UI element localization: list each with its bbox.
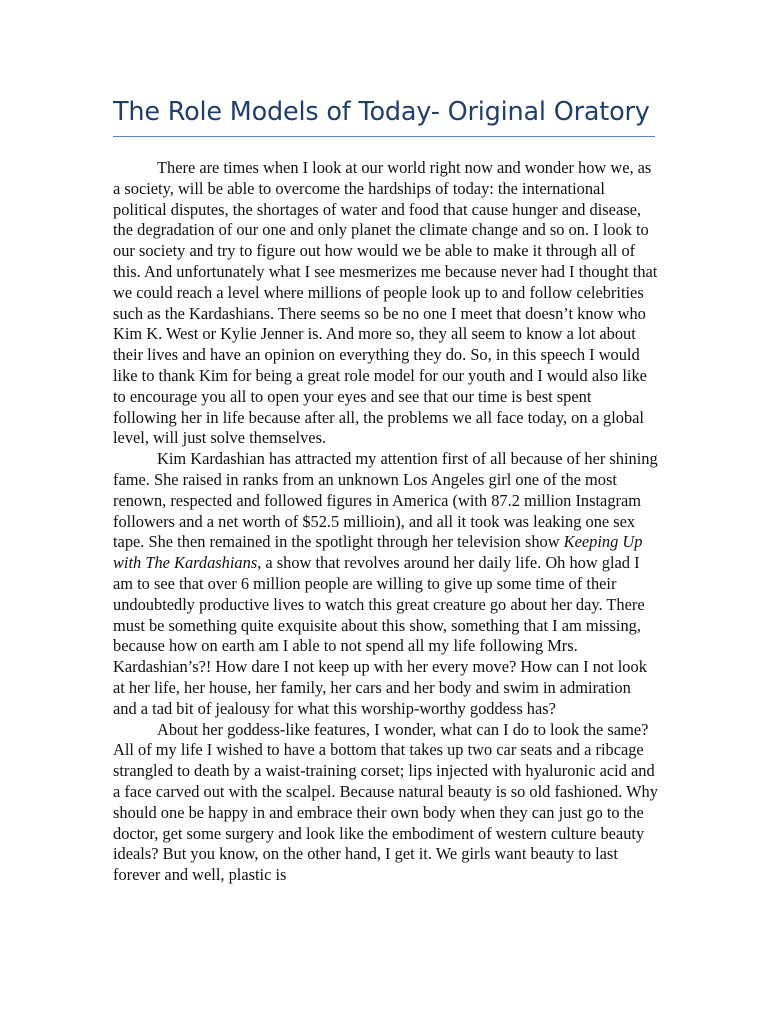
paragraph-2-text-after-title: , a show that revolves around her daily life. Oh how glad I am to see that over 6 million people are willing to give up some time of their undoubtedly productive lives to watch this great creature go about her day. There must be something quite exquisite about this show, something that I am missing, because how on earth am I able to not spend all my life following Mrs. Kardashian’s?! How dare I not keep up with her every move? How can I not look at her life, her house, her family, her cars and her body and swim in admiration and a tad bit of jealousy for what this worship-worthy goddess has?: [113, 553, 647, 718]
document-body: [113, 158, 658, 886]
title-underline-rule: [113, 136, 655, 137]
show-title-italic: Keeping Up with The Kardashians: [113, 532, 643, 573]
paragraph-3: About her goddess-like features, I wonder, what can I do to look the same? All of my life I wished to have a bottom that takes up two car seats and a ribcage strangled to death by a waist-training corset; lips injected with hyaluronic acid and a face carved out with the scalpel. Because natural beauty is so old fashioned. Why should one be happy in and embrace their own body when they can just go to the doctor, get some surgery and look like the embodiment of western culture beauty ideals? But you know, on the other hand, I get it. We girls want beauty to last forever and well, plastic is: [113, 719, 658, 885]
paragraph-1: There are times when I look at our world right now and wonder how we, as a society, will be able to overcome the hardships of today: the international political disputes, the shortages of water and food that cause hunger and disease, the degradation of our one and only planet the climate change and so on. I look to our society and try to figure out how would we be able to make it through all of this. And unfortunately what I see mesmerizes me because never had I thought that we could reach a level where millions of people look up to and follow celebrities such as the Kardashians. There seems so be no one I meet that doesn’t know who Kim K. West or Kylie Jenner is. And more so, they all seem to know a lot about their lives and have an opinion on everything they do. So, in this speech I would like to thank Kim for being a great role model for our youth and I would also like to encourage you all to open your eyes and see that our time is best spent following her in life because after all, the problems we all face today, on a global level, will just solve themselves.: [113, 158, 658, 448]
document-title: The Role Models of Today- Original Oratory: [113, 97, 650, 127]
paragraph-2-text-before-title: Kim Kardashian has attracted my attention first of all because of her shining fame. She raised in ranks from an unknown Los Angeles girl one of the most renown, respected and followed figures in America (with 87.2 million Instagram followers and a net worth of $52.5 millioin), and all it took was leaking one sex tape. She then remained in the spotlight through her television show: [113, 449, 658, 552]
paragraph-2: [113, 449, 658, 719]
